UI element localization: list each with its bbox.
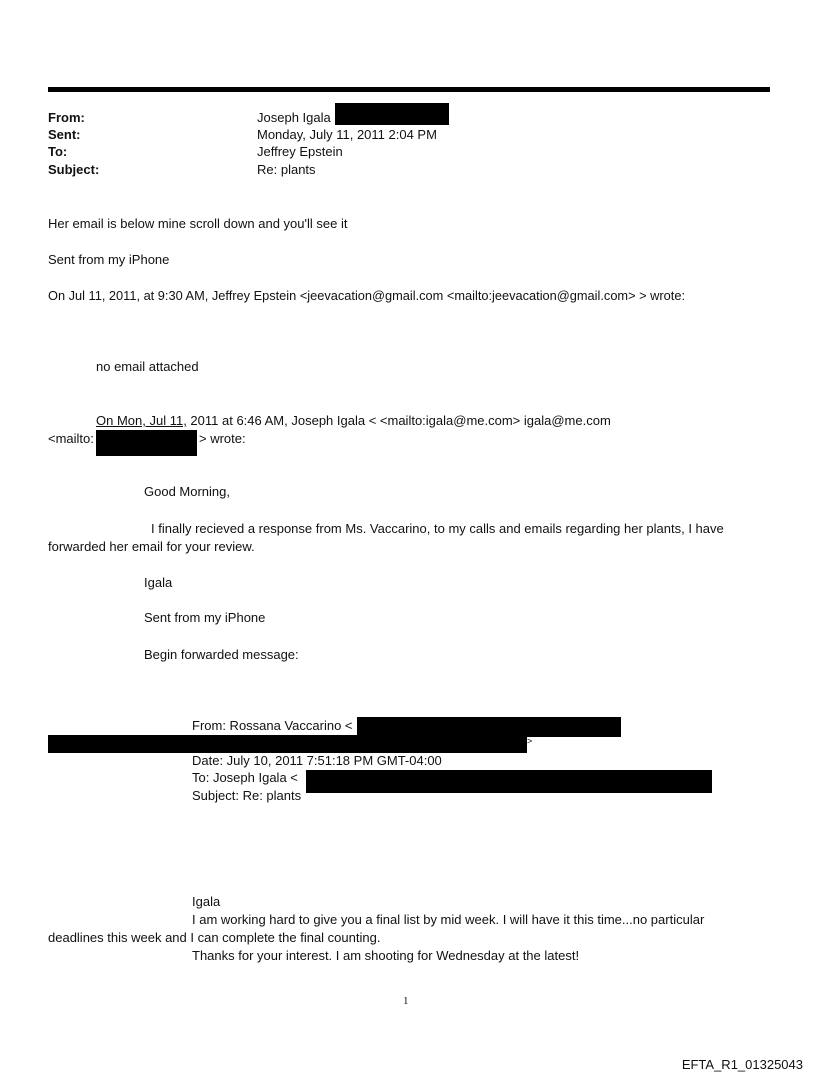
subject-value: Re: plants bbox=[257, 162, 316, 177]
to-value: Jeffrey Epstein bbox=[257, 144, 343, 159]
page-number: 1 bbox=[403, 995, 409, 1007]
document-id: EFTA_R1_01325043 bbox=[681, 1057, 803, 1072]
subject-label: Subject: bbox=[48, 162, 100, 177]
forwarded-line: Thanks for your interest. I am shooting for Wednesday at the latest! bbox=[192, 948, 580, 963]
signature: Sent from my iPhone bbox=[48, 252, 170, 267]
redaction bbox=[306, 770, 712, 793]
quote-text: no email attached bbox=[96, 359, 199, 374]
quote-header: On Jul 11, 2011, at 9:30 AM, Jeffrey Epstein <jeevacation@gmail.com <mailto:jeevacation@gmail.com> > wrote: bbox=[48, 288, 686, 303]
from-label: From: bbox=[48, 110, 85, 125]
paragraph-line: forwarded her email for your review. bbox=[48, 539, 255, 554]
redaction bbox=[357, 717, 621, 737]
forwarded-to: To: Joseph Igala < bbox=[192, 770, 298, 785]
forward-intro: Begin forwarded message: bbox=[144, 647, 299, 662]
forwarded-from: From: Rossana Vaccarino < bbox=[192, 718, 353, 733]
redaction bbox=[96, 430, 197, 456]
greeting: Good Morning, bbox=[144, 484, 230, 499]
forwarded-greeting: Igala bbox=[192, 894, 221, 909]
quote-header-rest: 2011 at 6:46 AM, Joseph Igala < <mailto:igala@me.com> igala@me.com bbox=[186, 413, 611, 428]
forwarded-line: I am working hard to give you a final list by mid week. I will have it this time...no particular bbox=[192, 912, 705, 927]
signature: Sent from my iPhone bbox=[144, 610, 266, 625]
from-value: Joseph Igala bbox=[257, 110, 331, 125]
sent-label: Sent: bbox=[48, 127, 81, 142]
paragraph-line: I finally recieved a response from Ms. Vaccarino, to my calls and emails regarding her plants, I have bbox=[151, 521, 724, 536]
quote-header-underlined: On Mon, Jul 11, bbox=[96, 413, 187, 428]
forwarded-line: deadlines this week and I can complete the final counting. bbox=[48, 930, 381, 945]
body-line: Her email is below mine scroll down and you'll see it bbox=[48, 216, 348, 231]
forwarded-subject: Subject: Re: plants bbox=[192, 788, 302, 803]
quote-mailto: <mailto: bbox=[48, 431, 94, 446]
sent-value: Monday, July 11, 2011 2:04 PM bbox=[257, 127, 437, 142]
to-label: To: bbox=[48, 144, 68, 159]
quote-header-2 bbox=[96, 412, 611, 429]
forwarded-from-close: > bbox=[527, 736, 533, 746]
quote-wrote: > wrote: bbox=[199, 431, 246, 446]
sign-name: Igala bbox=[144, 575, 173, 590]
forwarded-date: Date: July 10, 2011 7:51:18 PM GMT-04:00 bbox=[192, 753, 442, 768]
header-rule bbox=[48, 87, 770, 92]
redaction bbox=[335, 103, 449, 125]
redaction bbox=[48, 735, 527, 753]
